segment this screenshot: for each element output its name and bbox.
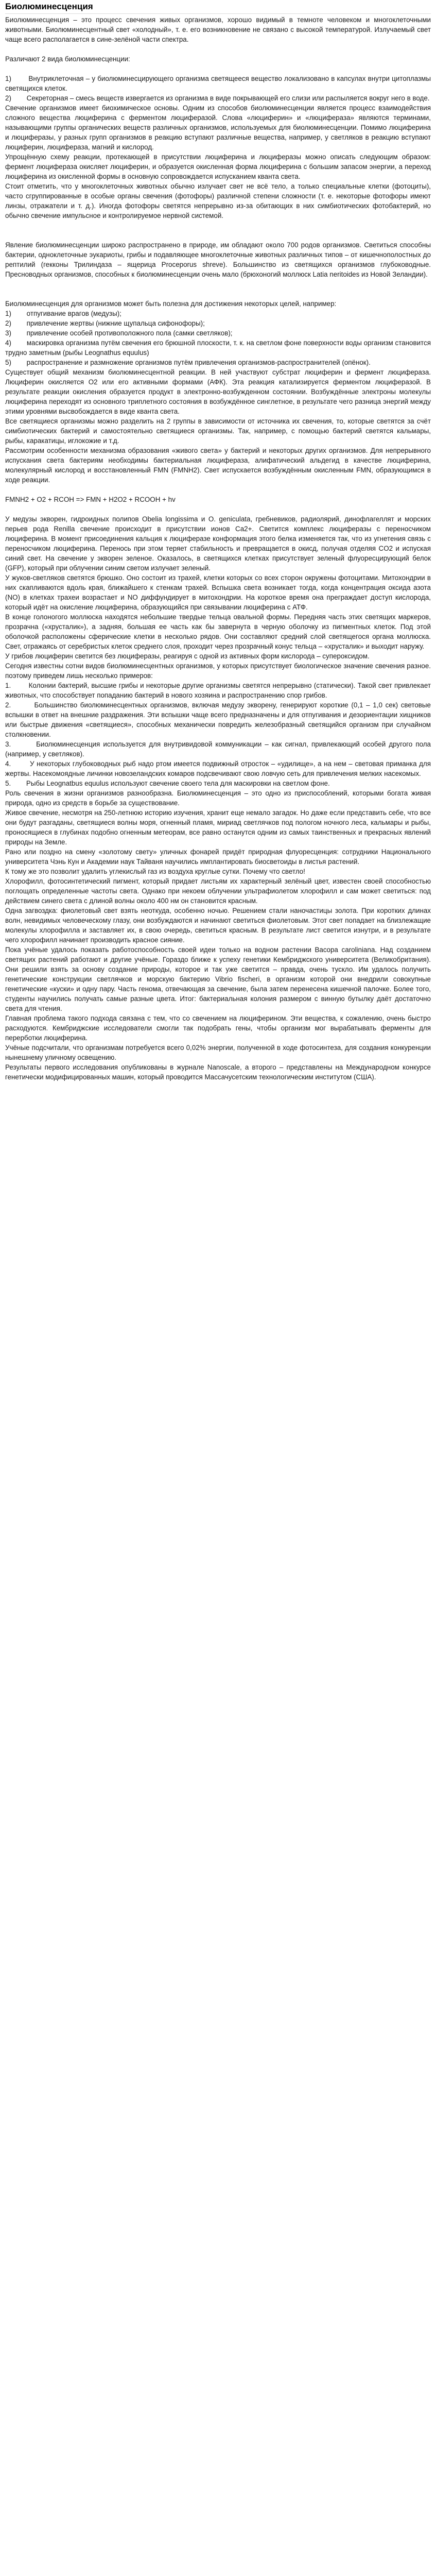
reaction-formula: FMNH2 + O2 + RCOH => FMN + H2O2 + RCOOH + hv xyxy=(5,496,176,503)
paragraph: Пока учёные удалось показать работоспособность своей идеи только на водном растении Bacopa caroliniana. Над созданием светящих растений работают и другие учёные. Гораздо ближе к успеху генетики Кембриджского университета (Великобритания). Они решили взять за основу создание природы, которое и так уже светится – правда, очень тускло. Им удалось получить генетические конструкции светлячков и морскую бактерию Vibrio fischeri, в организм которой они внедрили совокупные генетические «куски» и одну пару. Часть генома, отвечающая за свечение, была затем перенесена кишечной палочке. Более того, студенты научились получать самые разные цвета. Итог: бактериальная колония размером с винную бутылку даёт достаточно света для чтения. xyxy=(5,946,433,1012)
paragraph: Хлорофилл, фотосинтетический пигмент, который придает листьям их характерный зелёный цвет, известен своей способностью поглощать определенные частоты света. Однако при некоем облучении ультрафиолетом хлорофилл и сам может светиться: под действием синего света с длиной волны около 400 нм он становится красным. xyxy=(5,877,433,905)
paragraph: Свечение организмов имеет биохимическое основы. Одним из способов биолюминесценции является процесс взаимодействия сложного вещества люциферина с ферментом люциферазой. Слова «люциферин» и «люцифераза» являются терминами, называющими группы органических веществ различных организмов, используемых для биолюминесценции. Помимо люциферина и люциферазы, у разных групп организмов в реакцию вступают различные вещества, например, у светляков в реакцию вступают люциферин, люцифераза, магний и кислород. xyxy=(5,104,433,151)
blank-line xyxy=(5,289,431,299)
paragraph: Одна загвоздка: фиолетовый свет взять неоткуда, особенно ночью. Решением стали наночастицы золота. При коротких длинах волн, невидимых человеческому глазу, они возбуждаются и начинают светиться фиолетовым. Этот свет попадает на близлежащие молекулы хлорофилла и заставляет их, в свою очередь, светиться красным. В результате лист светится изнутри, и в результате чего хлорофилл начинает производить красное сияние. xyxy=(5,907,433,944)
paragraph: Главная проблема такого подхода связана с тем, что со свечением на люциферином. Эти вещества, к сожалению, очень быстро расходуются. Кембриджские исследователи смогли так подобрать гены, чтобы организм мог вырабатывать ферменты для перерботки люциферина. xyxy=(5,1014,433,1042)
paragraph: Упрощённую схему реакции, протекающей в присутствии люциферина и люциферазы можно описать следующим образом: фермент люцифераза окисляет люциферин, и образуется окисленная форма люциферина с большим запасом энергии, а переход люциферина из окисленной формы в основную сопровождается испусканием кванта света. xyxy=(5,153,433,180)
paragraph: 3) привлечение особей противоположного пола (самки светляков); xyxy=(5,329,233,337)
paragraph: Рано или поздно на смену «золотому свету» уличных фонарей придёт природная флуоресценция: сотрудники Национального университета Чэнь Кун и Академии наук Тайваня научились имплантировать биосветоиды в листья растений. xyxy=(5,848,433,866)
paragraph: В конце голоногого моллюска находятся небольшие твердые тельца овальной формы. Передняя часть этих светящих маркеров, прозрачна («хрусталик»), а задняя, большая ее часть как бы завернута в черную оболочку из пигментных клеток. Под этой оболочкой расположены сферические клетки в несколько рядов. Они составляют средний слой светящегося органа моллюска. Свет, отражаясь от серебристых клеток среднего слоя, проходит через прозрачный конус тельца – «хрусталик» и выходит наружу. xyxy=(5,613,433,650)
paragraph: Существует общий механизм биолюминесцентной реакции. В ней участвуют субстрат люциферин и фермент люцифераза. Люциферин окисляется O2 или его активными формами (АФК). Эта реакция катализируется ферментом люциферазой. В результате реакции окисления образуется продукт в электронно-возбужденном состоянии. Возбуждённые электроны молекулы люциферина переходят из основного триплетного состояния в возбуждённое синглетное, в результате чего разница энергий между этими уровнями высвобождается в виде кванта света. xyxy=(5,368,433,415)
blank-line xyxy=(5,221,431,230)
paragraph: Все светящиеся организмы можно разделить на 2 группы в зависимости от источника их свечения, то, которые светятся за счёт симбиотических бактерий и самостоятельно светящиеся организмы. Так, например, с помощью бактерий светятся кальмары, рыбы, каракатицы, иглокожие и т.д. xyxy=(5,417,433,445)
paragraph: 2) Секреторная – смесь веществ извергается из организма в виде покрывающей его слизи или распыляется вокруг него в воде. xyxy=(5,94,430,102)
paragraph: Живое свечение, несмотря на 250-летнюю историю изучения, хранит еще немало загадок. Но даже если представить себе, что все они будут разгаданы, светящиеся волны моря, огненный пламя, мириад светлячков под пологом ночного леса, кальмары и рыбы, проносящиеся в глубинах подобно огненным метеорам, все равно останутся одним из самых таинственных и прекрасных явлений природы на Земле. xyxy=(5,809,433,846)
paragraph: 1) отпугивание врагов (медузы); xyxy=(5,310,121,317)
blank-line xyxy=(5,230,431,240)
blank-line xyxy=(5,279,431,289)
paragraph: 2. Большинство биолюминесцентных организмов, включая медузу экворену, генерируют короткие (0,1 – 1,0 сек) световые вспышки в ответ на внешние раздражения. Эти вспышки чаще всего предназначены и для отпугивания и дезориентации хищников или быстрые движения «светящиеся», способных механически повредить железобразный светящийся организм при случайном столкновении. xyxy=(5,701,433,738)
paragraph: К тому же это позволит удалить углекислый газ из воздуха круглые сутки. Почему что светло! xyxy=(5,868,305,875)
paragraph: У медузы экворен, гидроидных полипов Obelia longissima и O. geniculata, гребневиков, радиолярий, динофлагеллят и морских перьев рода Renilla свечение происходит в присутствии ионов Ca2+. Светится комплекс люциферазы с переносчиком люциферина. В момент присоединения кальция к люциферазе конформация этого белка изменяется так, что из угнетения связь с переносчиком люциферина. Перенось при этом теряет стабильность и превращается в окисд, получая отделяя CO2 и испуская синий свет. На свечение у экворен зеленое. Оказалось, в светящихся клетках присутствует зеленый флуоресцирующий белок (GFP), который при облучении синим светом излучает зеленый. xyxy=(5,515,433,572)
blank-line xyxy=(5,504,431,514)
paragraph: 5) распространение и размножение организмов путём привлечения организмов-распространителей (опёнок). xyxy=(5,359,371,366)
paragraph: 3. Биолюминесценция используется для внутривидовой коммуникации – как сигнал, привлекающий особей другого пола (например, у светляков). xyxy=(5,740,433,758)
paragraph: Биолюминесценция для организмов может быть полезна для достижения некоторых целей, например: xyxy=(5,300,337,308)
paragraph: 1) Внутриклеточная – у биолюминесцирующего организма светящееся вещество локализовано в капсулах внутри цитоплазмы светящихся клеток. xyxy=(5,75,433,92)
paragraph: 2) привлечение жертвы (нижние щупальца сифонофоры); xyxy=(5,319,205,327)
blank-line xyxy=(5,44,431,54)
paragraph: Сегодня известны сотни видов биолюминесцентных организмов, у которых присутствует биологическое значение свечения разное. поэтому приведем лишь несколько примеров: xyxy=(5,662,433,680)
paragraph: 4) маскировка организма путём свечения его брюшной плоскости, т. к. на светлом фоне поверхности воды организм становится трудно заметным (рыбы Leognathus equulus) xyxy=(5,339,433,357)
blank-line xyxy=(5,485,431,495)
paragraph: Результаты первого исследования опубликованы в журнале Nanoscale, а второго – представлены на Международном конкурсе генетически модифицированных машин, который проводится Массачусетским технологическим институтом (США). xyxy=(5,1063,433,1081)
document-body xyxy=(5,15,431,1082)
blank-line xyxy=(5,64,431,74)
paragraph: Стоит отметить, что у многоклеточных животных обычно излучает свет не всё тело, а только специальные клетки (фотоциты), часто сгруппированные в особые органы свечения (фотофоры) различной степени сложности (т. е. некоторые фотофоры имеют линзы, отражатели и т. д.). Иногда фотофоры светятся непрерывно из-за обитающих в них симбиотических фотобактерий, но обычно свечение импульсное и контролируемое нервной системой. xyxy=(5,182,433,219)
paragraph: 5. Рыбы Leognatbus equulus используют свечение своего тела для маскировки на светлом фоне. xyxy=(5,779,330,787)
paragraph: Рассмотрим особенности механизма образования «живого света» у бактерий и некоторых других организмов. Для непрерывного испускания света бактериям необходимы бактериальная люцифераза, алифатический альдегид в качестве люциферина, молекулярный кислород и восстановленный FMN (FMNH2). Свет испускается возбуждённым окисленным FMN, образующимся в ходе реакции. xyxy=(5,447,433,484)
paragraph: 4. У некоторых глубоководных рыб надо ртом имеется подвижный отросток – «удилище», а на нем – световая приманка для жертвы. Насекомоядные личинки новозеландских комаров подсвечивают свою ловчую сеть для привлечения мелких насекомых. xyxy=(5,760,433,777)
paragraph: Биолюминесценция – это процесс свечения живых организмов, хорошо видимый в темноте человеком и многоклеточными животными. Биолюминесцентный свет «холодный», т. е. его возникновение не связано с высокой температурой. Излучаемый свет чаще всего располагается в сине-зелёной части спектра. xyxy=(5,16,433,43)
paragraph: У грибов люциферин светится без люциферазы, реагируя с одной из активных форм кислорода – супероксидом. xyxy=(5,652,370,660)
paragraph: У жуков-светляков светятся брюшко. Оно состоит из трахей, клетки которых со всех сторон окружены фотоцитами. Митохондрии в них скапливаются вдоль края, ближайшего к стенкам трахей. Вспышка света возникает тогда, когда концентрация оксида азота (NO) в клетках трахеи возрастает и NO диффундирует в митохондрии. На короткое время она преграждает доступ кислорода, который идёт на окисление люциферина, образующийся при связывании люциферина с АТФ. xyxy=(5,574,433,611)
paragraph: 1. Колонии бактерий, высшие грибы и некоторые другие организмы светятся непрерывно (статически). Такой свет привлекает животных, что способствует попаданию бактерий в нового хозяина и распространению спор грибов. xyxy=(5,682,433,699)
paragraph: Роль свечения в жизни организмов разнообразна. Биолюминесценция – это одно из приспособлений, которыми богата живая природа, одно из средств в борьбе за существование. xyxy=(5,789,433,807)
paragraph: Явление биолюминесценции широко распространено в природе, им обладают около 700 родов организмов. Светиться способны бактерии, одноклеточные эукариоты, грибы и подавляющее многоклеточные животных различных типов – от кишечнополостных до рептилий (гекконы Трилиндаза – ящерица Proceporus shreve). Большинство из светящихся организмов глубоководные. Пресноводных организмов, способных к биолюминесценции очень мало (брюхоногий моллюск Latia neritoides из Новой Зеландии). xyxy=(5,241,433,278)
paragraph: Учёные подсчитали, что организмам потребуется всего 0,02% энергии, полученной в ходе фотосинтеза, для создания конкуренции нынешнему уличному освещению. xyxy=(5,1044,433,1061)
paragraph: Различают 2 вида биолюминесценции: xyxy=(5,55,130,63)
document-title: Биолюминесценция xyxy=(5,1,431,14)
